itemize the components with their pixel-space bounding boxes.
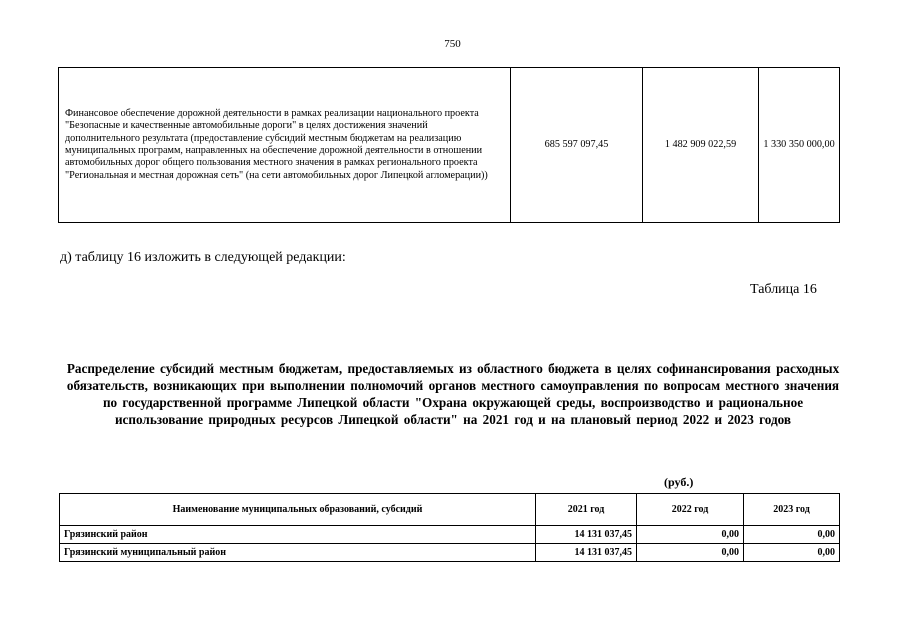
row-2022: 0,00 [637, 526, 744, 544]
subsidy-table [59, 493, 840, 562]
header-2022: 2022 год [637, 494, 744, 526]
instruction-text: д) таблицу 16 изложить в следующей редакции: [60, 250, 346, 265]
row-2021: 14 131 037,45 [536, 526, 637, 544]
value-cell-2: 1 482 909 022,59 [643, 68, 759, 223]
subsidy-description-cell: Финансовое обеспечение дорожной деятельности в рамках реализации национального проекта "Безопасные и качественные автомобильные дороги" в целях достижения значений дополнительного результата (предоставление субсидий местным бюджетам на реализацию муниципальных программ, направленных на обеспечение дорожной деятельности в отношении автомобильных дорог общего пользования местного значения в рамках регионального проекта "Региональная и местная дорожная сеть" (на сети автомобильных дорог Липецкой агломерации)) [59, 68, 511, 223]
table-row [60, 526, 840, 544]
table-caption: Таблица 16 [750, 282, 817, 297]
continuation-table [58, 67, 840, 223]
row-name: Грязинский муниципальный район [60, 544, 536, 562]
row-name: Грязинский район [60, 526, 536, 544]
table-heading: Распределение субсидий местным бюджетам, предоставляемых из областного бюджета в целях софинансирования расходных обязательств, возникающих при выполнении полномочий органов местного самоуправления по вопросам местного значения по государственной программе Липецкой области "Охрана окружающей среды, воспроизводство и рациональное использование природных ресурсов Липецкой области" на 2021 год и на плановый период 2022 и 2023 годов [66, 361, 840, 427]
row-2023: 0,00 [744, 526, 840, 544]
header-name: Наименование муниципальных образований, субсидий [60, 494, 536, 526]
value-cell-3: 1 330 350 000,00 [759, 68, 840, 223]
table-row [59, 68, 840, 223]
header-2021: 2021 год [536, 494, 637, 526]
value-cell-1: 685 597 097,45 [511, 68, 643, 223]
page-number: 750 [444, 38, 461, 50]
table-row [60, 544, 840, 562]
row-2022: 0,00 [637, 544, 744, 562]
table-header-row [60, 494, 840, 526]
header-2023: 2023 год [744, 494, 840, 526]
row-2021: 14 131 037,45 [536, 544, 637, 562]
units-label: (руб.) [664, 475, 694, 489]
row-2023: 0,00 [744, 544, 840, 562]
